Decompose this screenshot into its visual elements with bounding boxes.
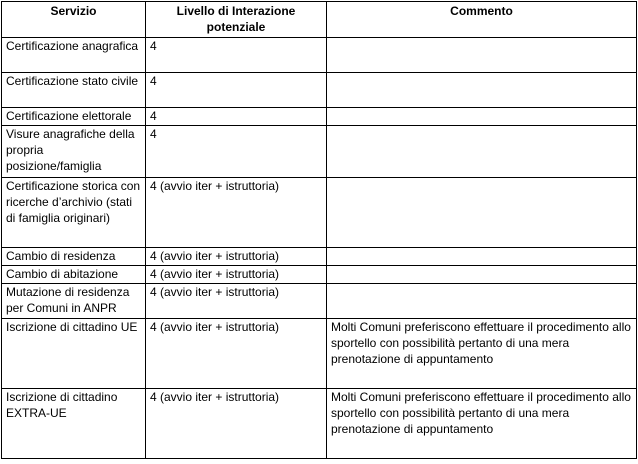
table-row (2, 266, 637, 284)
cell-servizio: Cambio di residenza (2, 248, 146, 266)
cell-livello: 4 (avvio iter + istruttoria) (146, 389, 327, 459)
table-row (2, 38, 637, 73)
cell-livello: 4 (avvio iter + istruttoria) (146, 284, 327, 319)
cell-servizio: Certificazione anagrafica (2, 38, 146, 73)
cell-livello: 4 (146, 108, 327, 126)
header-commento: Commento (327, 2, 637, 38)
cell-commento (327, 126, 637, 178)
table-row (2, 108, 637, 126)
table-row (2, 178, 637, 248)
cell-livello: 4 (146, 126, 327, 178)
cell-servizio: Mutazione di residenza per Comuni in ANPR (2, 284, 146, 319)
table-row (2, 319, 637, 389)
cell-commento: Molti Comuni preferiscono effettuare il procedimento allo sportello con possibilità pertanto di una mera prenotazione di appuntamento (327, 389, 637, 459)
table-header-row (2, 2, 637, 38)
header-livello: Livello di Interazione potenziale (146, 2, 327, 38)
cell-servizio: Visure anagrafiche della propria posizione/famiglia (2, 126, 146, 178)
header-servizio: Servizio (2, 2, 146, 38)
cell-commento (327, 108, 637, 126)
table-row (2, 126, 637, 178)
table-row (2, 389, 637, 459)
table-row (2, 248, 637, 266)
cell-commento (327, 248, 637, 266)
cell-commento (327, 266, 637, 284)
cell-servizio: Iscrizione di cittadino EXTRA-UE (2, 389, 146, 459)
table-row (2, 73, 637, 108)
cell-servizio: Certificazione elettorale (2, 108, 146, 126)
cell-commento: Molti Comuni preferiscono effettuare il procedimento allo sportello con possibilità pertanto di una mera prenotazione di appuntamento (327, 319, 637, 389)
cell-servizio: Cambio di abitazione (2, 266, 146, 284)
cell-servizio: Certificazione stato civile (2, 73, 146, 108)
cell-commento (327, 73, 637, 108)
cell-livello: 4 (avvio iter + istruttoria) (146, 178, 327, 248)
services-table (1, 1, 637, 459)
cell-servizio: Certificazione storica con ricerche d’archivio (stati di famiglia originari) (2, 178, 146, 248)
cell-commento (327, 178, 637, 248)
cell-livello: 4 (146, 73, 327, 108)
cell-commento (327, 38, 637, 73)
cell-livello: 4 (avvio iter + istruttoria) (146, 248, 327, 266)
cell-livello: 4 (146, 38, 327, 73)
cell-commento (327, 284, 637, 319)
cell-livello: 4 (avvio iter + istruttoria) (146, 319, 327, 389)
table-row (2, 284, 637, 319)
cell-livello: 4 (avvio iter + istruttoria) (146, 266, 327, 284)
cell-servizio: Iscrizione di cittadino UE (2, 319, 146, 389)
